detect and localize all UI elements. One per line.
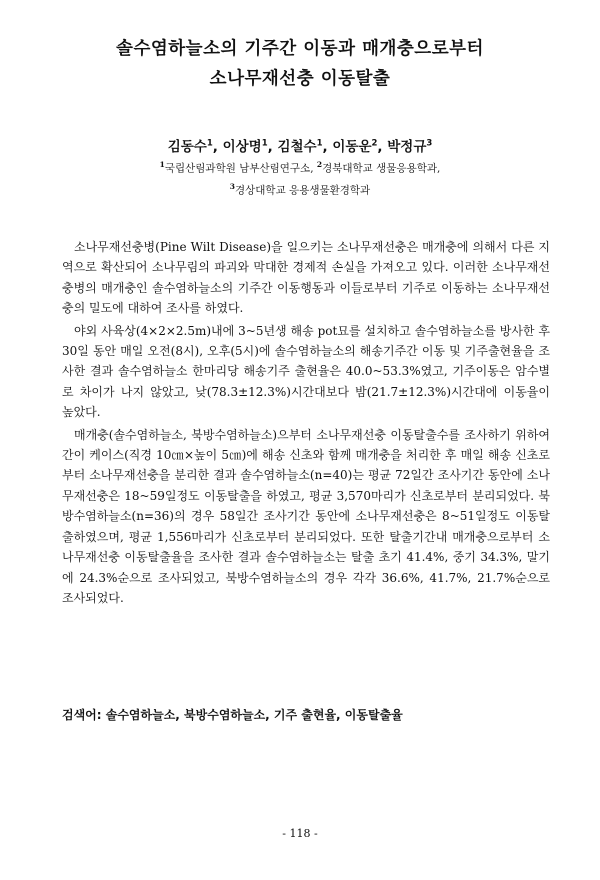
author-4-affil-mark: 2 (371, 138, 378, 148)
author-5: 박정규$^3$ (387, 138, 433, 155)
author-4: 이동운$^2$, (332, 138, 388, 155)
title-line-1: 솔수염하늘소의 기주간 이동과 매개충으로부터 (116, 39, 484, 59)
affiliation-1: 국립산림과학원 남부산림연구소, (164, 162, 317, 175)
affiliation-3: 경상대학교 응용생물환경학과 (235, 184, 371, 196)
title-line-2: 소나무재선충 이동탈출 (209, 69, 391, 89)
affil-mark-1: 1 (159, 160, 165, 169)
abstract-paragraph-1: 소나무재선충병(Pine Wilt Disease)을 일으키는 소나무재선충은 매개충에 의해서 다른 지역으로 확산되어 소나무림의 파괴와 막대한 경제적 손실을 가져오고 있다. 이러한 소나무재선충병의 매개충인 솔수염하늘소의 기주간 이동행동과 이들로부터 기주로 이동하는 소나무재선충의 밀도에 대하여 조사를 하였다. (62, 240, 550, 316)
keywords: 검색어: 솔수염하늘소, 북방수염하늘소, 기주 출현율, 이동탈출율 (62, 708, 403, 722)
paper-title (40, 34, 560, 94)
author-1: 김동수$^1$, (167, 138, 223, 155)
author-3: 김철수$^1$, (277, 138, 333, 155)
author-5-affil-mark: 3 (426, 138, 433, 148)
affiliation-line-2 (40, 178, 560, 200)
affiliation-2: 경북대학교 생물응용학과, (322, 162, 441, 175)
affiliations (40, 156, 560, 199)
author-2: 이상명$^1$, (222, 138, 278, 155)
affil-mark-2: 2 (316, 160, 323, 169)
page-number: - 118 - (282, 827, 318, 840)
abstract-paragraph-3: 매개충(솔수염하늘소, 북방수염하늘소)으부터 소나무재선충 이동탈출수를 조사하기 위하여 간이 케이스(직경 10㎝×높이 5㎝)에 해송 신초와 함께 매개충을 처리한 후 매일 해송 신초로부터 소나무재선충을 분리한 결과 솔수염하늘소(n=40)는 평균 72일간 조사기간 동안에 소나무재선충은 18~59일정도 이동탈출을 하였고, 평균 3,570마리가 신초로부터 분리되었다. 북방수염하늘소(n=36)의 경우 58일간 조사기간 동안에 소나무재선충은 8~51일정도 이동탈출하였으며, 평균 1,556마리가 신초로부터 분리되었다. 또한 탈출기간내 매개충으로부터 소나무재선충 이동탈출율을 조사한 결과 솔수염하늘소는 탈출 초기 41.4%, 중기 34.3%, 말기에 24.3%순으로 조사되었고, 북방수염하늘소의 경우 각각 36.6%, 41.7%, 21.7%순으로 조사되었다. (62, 427, 550, 605)
affil-mark-3: 3 (229, 181, 235, 191)
affiliation-line-1 (40, 156, 560, 178)
author-list (40, 133, 560, 157)
author-2-affil-mark: 1 (261, 138, 268, 148)
abstract-paragraph-2: 야외 사육상(4×2×2.5m)내에 3~5년생 해송 pot묘를 설치하고 솔수염하늘소를 방사한 후 30일 동안 매일 오전(8시), 오후(5시)에 솔수염하늘소의 해송기주간 이동 및 기주출현율을 조사한 결과 솔수염하늘소 한마리당 해송기주 출현율은 40.0~53.3%였고, 기주이동은 암수별로 차이가 나지 않았고, 낮(78.3±12.3%)시간대보다 밤(21.7±12.3%)시간대에 이동율이 높았다. (62, 323, 550, 420)
abstract-body (62, 237, 550, 610)
author-3-affil-mark: 1 (316, 138, 323, 148)
author-1-affil-mark: 1 (206, 138, 213, 148)
